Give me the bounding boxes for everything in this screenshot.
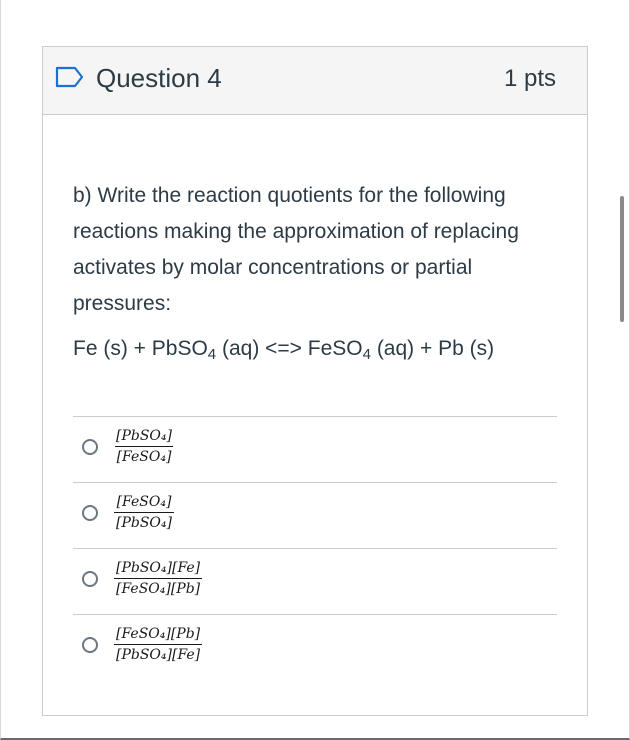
question-body [43, 178, 587, 680]
answer-fraction [114, 494, 174, 531]
answer-fraction [114, 428, 174, 465]
radio-button-icon[interactable] [82, 505, 98, 521]
fraction-numerator: [FeSO₄] [116, 494, 172, 510]
question-title: Question 4 [96, 63, 222, 93]
question-prompt: b) Write the reaction quotients for the following reactions making the approximation of replacing activates by molar concentrations or partial pressures: [73, 184, 519, 315]
fraction-denominator: [PbSO₄][Fe] [114, 644, 202, 663]
radio-button-icon[interactable] [82, 439, 98, 455]
equation-part: Fe (s) + PbSO [73, 337, 208, 360]
fraction-numerator: [PbSO₄][Fe] [116, 560, 201, 576]
answer-option-3[interactable] [73, 549, 557, 615]
fraction-denominator: [FeSO₄] [115, 446, 174, 465]
answer-option-1[interactable] [73, 417, 557, 483]
bookmark-flag-icon[interactable] [55, 66, 85, 88]
question-card [42, 46, 588, 716]
equation-part: (aq) + Pb (s) [370, 337, 495, 360]
fraction-denominator: [PbSO₄] [114, 512, 174, 531]
question-header [43, 47, 587, 115]
radio-button-icon[interactable] [82, 637, 98, 653]
answer-option-4[interactable] [73, 615, 557, 680]
equation-subscript: 4 [207, 346, 217, 363]
answer-list [73, 416, 557, 680]
question-points: 1 pts [503, 65, 556, 92]
equation-part: (aq) <=> FeSO [216, 337, 363, 360]
fraction-denominator: [FeSO₄][Pb] [114, 578, 202, 597]
fraction-numerator: [PbSO₄] [116, 428, 172, 444]
reaction-equation [73, 337, 557, 361]
fraction-numerator: [FeSO₄][Pb] [116, 626, 201, 642]
radio-button-icon[interactable] [82, 571, 98, 587]
scrollbar[interactable] [620, 196, 624, 322]
equation-subscript: 4 [362, 346, 371, 363]
answer-fraction [114, 626, 202, 663]
answer-option-2[interactable] [73, 483, 557, 549]
answer-fraction [114, 560, 202, 597]
